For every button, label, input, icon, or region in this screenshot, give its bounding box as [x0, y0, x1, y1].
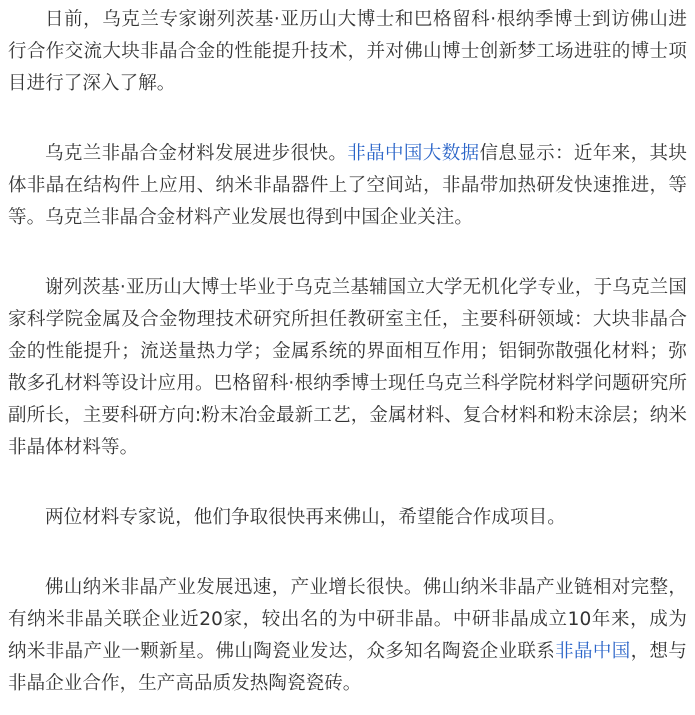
paragraph-foshan-text-start: 佛山纳米非晶产业发展迅速，产业增长很快。佛山纳米非晶产业链相对完整，有纳米非晶关联企业近20家，较出名的为中研非晶。中研非晶成立10年来，成为纳米非晶产业一颗新星。佛山陶瓷业发达，众多知名陶瓷企业联系: [8, 577, 687, 662]
paragraph-ukraine-progress: [8, 138, 687, 234]
paragraph-foshan-industry: [8, 572, 687, 700]
paragraph-experts-quote-text: 两位材料专家说，他们争取很快再来佛山，希望能合作成项目。: [45, 507, 566, 528]
paragraph-ukraine-text-start: 乌克兰非晶合金材料发展进步很快。: [45, 143, 348, 164]
paragraph-visit-text: 日前，乌克兰专家谢列茨基·亚历山大博士和巴格留科·根纳季博士到访佛山进行合作交流大块非晶合金的性能提升技术，并对佛山博士创新梦工场进驻的博士项目进行了深入了解。: [8, 9, 687, 94]
paragraph-foshan-text-end: ，想与非晶企业合作，生产高品质发热陶瓷瓷砖。: [8, 641, 687, 694]
paragraph-experts-bio: [8, 272, 687, 464]
link-amorphous-china[interactable]: 非晶中国: [555, 641, 631, 662]
link-amorphous-china-big-data[interactable]: 非晶中国大数据: [347, 143, 480, 164]
paragraph-visit: [8, 4, 687, 100]
paragraph-ukraine-text-end: 信息显示：近年来，其块体非晶在结构件上应用、纳米非晶器件上了空间站，非晶带加热研发快速推进，等等。乌克兰非晶合金材料产业发展也得到中国企业关注。: [8, 143, 687, 228]
paragraph-experts-quote: [8, 502, 687, 534]
paragraph-experts-bio-text: 谢列茨基·亚历山大博士毕业于乌克兰基辅国立大学无机化学专业，于乌克兰国家科学院金属及合金物理技术研究所担任教研室主任，主要科研领域：大块非晶合金的性能提升；流送量热力学；金属系统的界面相互作用；铝铜弥散强化材料；弥散多孔材料等设计应用。巴格留科·根纳季博士现任乌克兰科学院材料学问题研究所副所长，主要科研方向:粉末冶金最新工艺，金属材料、复合材料和粉末涂层；纳米非晶体材料等。: [8, 277, 687, 458]
